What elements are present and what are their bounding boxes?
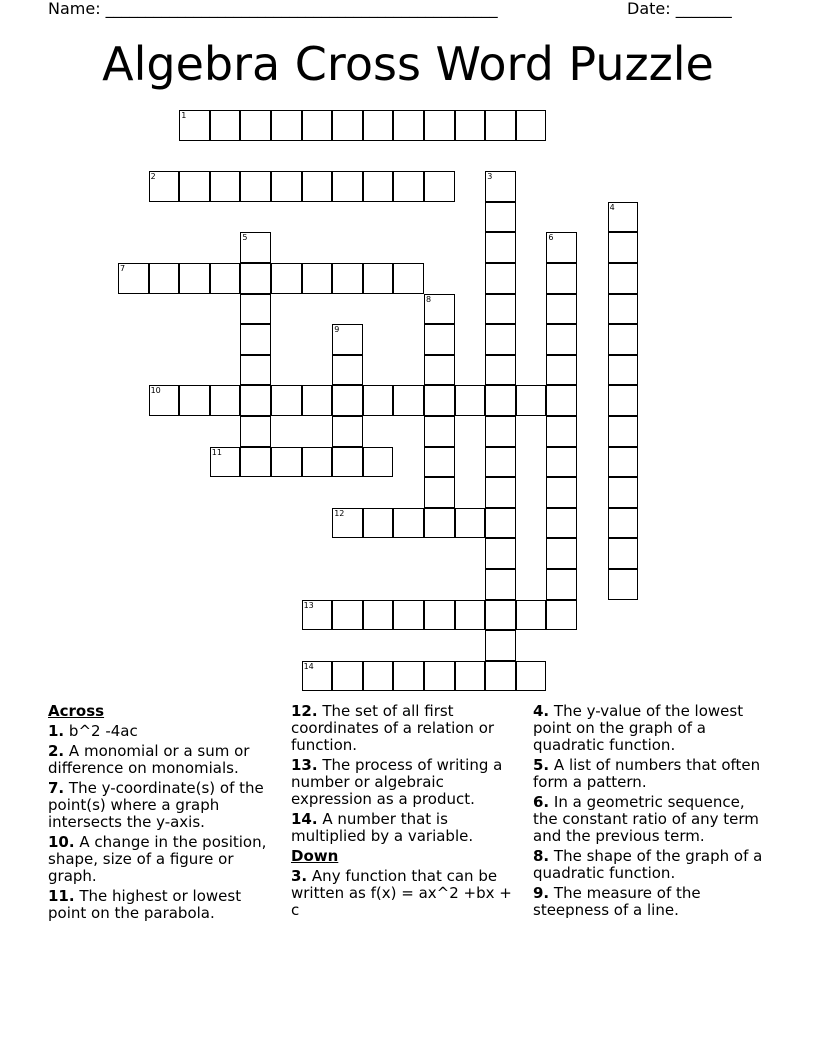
- across-clue-2: 2. A monomial or a sum or difference on monomials.: [48, 742, 250, 777]
- down-clue-4: 4. The y-value of the lowest point on the graph of a quadratic function.: [533, 702, 744, 754]
- grid-cell[interactable]: [393, 385, 424, 416]
- down-clue-6: 6. In a geometric sequence, the constant ratio of any term and the previous term.: [533, 793, 759, 845]
- grid-cell[interactable]: [332, 600, 363, 631]
- clue-number: 11: [211, 447, 222, 457]
- across-clue-12: 12. The set of all first coordinates of a relation or function.: [291, 702, 495, 754]
- grid-cell[interactable]: [210, 110, 241, 141]
- grid-cell[interactable]: [485, 110, 516, 141]
- grid-cell[interactable]: [485, 447, 516, 478]
- grid-cell[interactable]: [485, 600, 516, 631]
- grid-cell[interactable]: [546, 416, 577, 447]
- grid-cell[interactable]: [271, 263, 302, 294]
- across-clue-13: 13. The process of writing a number or algebraic expression as a product.: [291, 756, 503, 808]
- grid-cell[interactable]: [546, 232, 577, 263]
- grid-cell[interactable]: [546, 508, 577, 539]
- grid-cell[interactable]: [240, 232, 271, 263]
- grid-cell[interactable]: [210, 385, 241, 416]
- clues-column-1: [48, 703, 280, 922]
- grid-cell[interactable]: [363, 508, 394, 539]
- grid-cell[interactable]: [546, 294, 577, 325]
- grid-cell[interactable]: [424, 355, 455, 386]
- grid-cell[interactable]: [302, 385, 333, 416]
- grid-cell[interactable]: [210, 447, 241, 478]
- grid-cell[interactable]: [485, 569, 516, 600]
- grid-cell[interactable]: [485, 416, 516, 447]
- across-heading: Across: [48, 702, 105, 720]
- clue-number: 5: [242, 233, 248, 243]
- grid-cell[interactable]: [608, 569, 639, 600]
- grid-cell[interactable]: [149, 171, 180, 202]
- across-clue-14: 14. A number that is multiplied by a variable.: [291, 810, 474, 845]
- grid-cell[interactable]: [424, 508, 455, 539]
- grid-cell[interactable]: [485, 661, 516, 692]
- grid-cell[interactable]: [424, 600, 455, 631]
- clue-number: 6: [548, 233, 554, 243]
- grid-cell[interactable]: [455, 508, 486, 539]
- grid-cell[interactable]: [485, 385, 516, 416]
- grid-cell[interactable]: [516, 600, 547, 631]
- grid-cell[interactable]: [271, 447, 302, 478]
- across-clue-7: 7. The y-coordinate(s) of the point(s) where a graph intersects the y-axis.: [48, 779, 264, 831]
- grid-cell[interactable]: [393, 661, 424, 692]
- across-clue-10: 10. A change in the position, shape, size of a figure or graph.: [48, 833, 267, 885]
- grid-cell[interactable]: [608, 538, 639, 569]
- grid-cell[interactable]: [240, 294, 271, 325]
- grid-cell[interactable]: [393, 171, 424, 202]
- grid-cell[interactable]: [240, 110, 271, 141]
- grid-cell[interactable]: [393, 110, 424, 141]
- grid-cell[interactable]: [455, 661, 486, 692]
- grid-cell[interactable]: [608, 416, 639, 447]
- grid-cell[interactable]: [332, 447, 363, 478]
- clue-number: 12: [334, 508, 345, 518]
- grid-cell[interactable]: [332, 171, 363, 202]
- grid-cell[interactable]: [240, 171, 271, 202]
- grid-cell[interactable]: [424, 171, 455, 202]
- grid-cell[interactable]: [393, 508, 424, 539]
- name-field[interactable]: Name: _________________________________________________: [48, 0, 498, 18]
- grid-cell[interactable]: [546, 569, 577, 600]
- grid-cell[interactable]: [363, 171, 394, 202]
- grid-cell[interactable]: [332, 355, 363, 386]
- grid-cell[interactable]: [424, 447, 455, 478]
- down-clue-9: 9. The measure of the steepness of a line.: [533, 884, 701, 919]
- grid-cell[interactable]: [455, 385, 486, 416]
- down-clue-5: 5. A list of numbers that often form a pattern.: [533, 756, 761, 791]
- grid-cell[interactable]: [485, 355, 516, 386]
- grid-cell[interactable]: [332, 661, 363, 692]
- grid-cell[interactable]: [608, 355, 639, 386]
- grid-cell[interactable]: [363, 600, 394, 631]
- grid-cell[interactable]: [393, 600, 424, 631]
- grid-cell[interactable]: [608, 263, 639, 294]
- grid-cell[interactable]: [546, 324, 577, 355]
- grid-cell[interactable]: [546, 538, 577, 569]
- grid-cell[interactable]: [424, 110, 455, 141]
- grid-cell[interactable]: [546, 385, 577, 416]
- clue-number: 2: [150, 172, 156, 182]
- across-clue-11: 11. The highest or lowest point on the parabola.: [48, 887, 242, 922]
- clue-number: 4: [609, 202, 615, 212]
- grid-cell[interactable]: [302, 600, 333, 631]
- clue-number: 9: [334, 325, 340, 335]
- grid-cell[interactable]: [546, 263, 577, 294]
- grid-cell[interactable]: [455, 600, 486, 631]
- grid-cell[interactable]: [332, 385, 363, 416]
- grid-cell[interactable]: [332, 324, 363, 355]
- clue-number: 1: [181, 111, 187, 120]
- grid-cell[interactable]: [608, 324, 639, 355]
- clue-number: 3: [487, 172, 493, 182]
- grid-cell[interactable]: [424, 661, 455, 692]
- down-clue-3: 3. Any function that can be written as f(x) = ax^2 +bx + c: [291, 867, 512, 919]
- clue-number: 10: [150, 386, 161, 396]
- grid-cell[interactable]: [240, 447, 271, 478]
- grid-cell[interactable]: [179, 263, 210, 294]
- grid-cell[interactable]: [485, 477, 516, 508]
- grid-cell[interactable]: [363, 447, 394, 478]
- grid-cell[interactable]: [302, 110, 333, 141]
- grid-cell[interactable]: [424, 324, 455, 355]
- clues-column-2: [291, 703, 523, 919]
- grid-cell[interactable]: [608, 508, 639, 539]
- grid-cell[interactable]: [546, 447, 577, 478]
- grid-cell[interactable]: [271, 385, 302, 416]
- grid-cell[interactable]: [332, 508, 363, 539]
- grid-cell[interactable]: [485, 324, 516, 355]
- grid-cell[interactable]: [210, 263, 241, 294]
- grid-cell[interactable]: [608, 232, 639, 263]
- grid-cell[interactable]: [271, 171, 302, 202]
- grid-cell[interactable]: [485, 538, 516, 569]
- grid-cell[interactable]: [363, 110, 394, 141]
- grid-cell[interactable]: [455, 110, 486, 141]
- grid-cell[interactable]: [485, 294, 516, 325]
- grid-cell[interactable]: [608, 385, 639, 416]
- grid-cell[interactable]: [485, 171, 516, 202]
- grid-cell[interactable]: [302, 661, 333, 692]
- grid-cell[interactable]: [302, 171, 333, 202]
- grid-cell[interactable]: [608, 294, 639, 325]
- grid-cell[interactable]: [149, 263, 180, 294]
- grid-cell[interactable]: [393, 263, 424, 294]
- grid-cell[interactable]: [179, 171, 210, 202]
- grid-cell[interactable]: [485, 630, 516, 661]
- grid-cell[interactable]: [516, 110, 547, 141]
- grid-cell[interactable]: [210, 171, 241, 202]
- grid-cell[interactable]: [608, 202, 639, 233]
- grid-cell[interactable]: [149, 385, 180, 416]
- grid-cell[interactable]: [363, 661, 394, 692]
- grid-cell[interactable]: [485, 508, 516, 539]
- date-field[interactable]: Date: _______: [627, 0, 732, 18]
- grid-cell[interactable]: [363, 263, 394, 294]
- clue-number: 8: [426, 294, 432, 304]
- grid-cell[interactable]: [332, 263, 363, 294]
- down-clue-8: 8. The shape of the graph of a quadratic function.: [533, 847, 763, 882]
- grid-cell[interactable]: [363, 385, 394, 416]
- grid-cell[interactable]: [608, 477, 639, 508]
- grid-cell[interactable]: [546, 600, 577, 631]
- down-heading: Down: [291, 847, 339, 865]
- grid-cell[interactable]: [485, 232, 516, 263]
- across-clue-1: 1. b^2 -4ac: [48, 722, 138, 740]
- grid-cell[interactable]: [485, 263, 516, 294]
- grid-cell[interactable]: [302, 263, 333, 294]
- grid-cell[interactable]: [332, 416, 363, 447]
- grid-cell[interactable]: [546, 477, 577, 508]
- grid-cell[interactable]: [240, 324, 271, 355]
- grid-cell[interactable]: [424, 477, 455, 508]
- clues-column-3: [533, 703, 765, 919]
- grid-cell[interactable]: [608, 447, 639, 478]
- clue-number: 14: [303, 661, 314, 671]
- grid-cell[interactable]: [118, 263, 149, 294]
- grid-cell[interactable]: [240, 416, 271, 447]
- clue-number: 13: [303, 600, 314, 610]
- grid-cell[interactable]: [302, 447, 333, 478]
- grid-cell[interactable]: [332, 110, 363, 141]
- grid-cell[interactable]: [485, 202, 516, 233]
- grid-cell[interactable]: [179, 385, 210, 416]
- grid-cell[interactable]: [546, 355, 577, 386]
- page-title: Algebra Cross Word Puzzle: [102, 37, 714, 91]
- grid-cell[interactable]: [516, 385, 547, 416]
- grid-cell[interactable]: [240, 355, 271, 386]
- grid-cell[interactable]: [240, 385, 271, 416]
- grid-cell[interactable]: [240, 263, 271, 294]
- clue-number: 7: [120, 264, 126, 273]
- grid-cell[interactable]: [271, 110, 302, 141]
- grid-cell[interactable]: [516, 661, 547, 692]
- grid-cell[interactable]: [424, 385, 455, 416]
- grid-cell[interactable]: [179, 110, 210, 141]
- grid-cell[interactable]: [424, 416, 455, 447]
- grid-cell[interactable]: [424, 294, 455, 325]
